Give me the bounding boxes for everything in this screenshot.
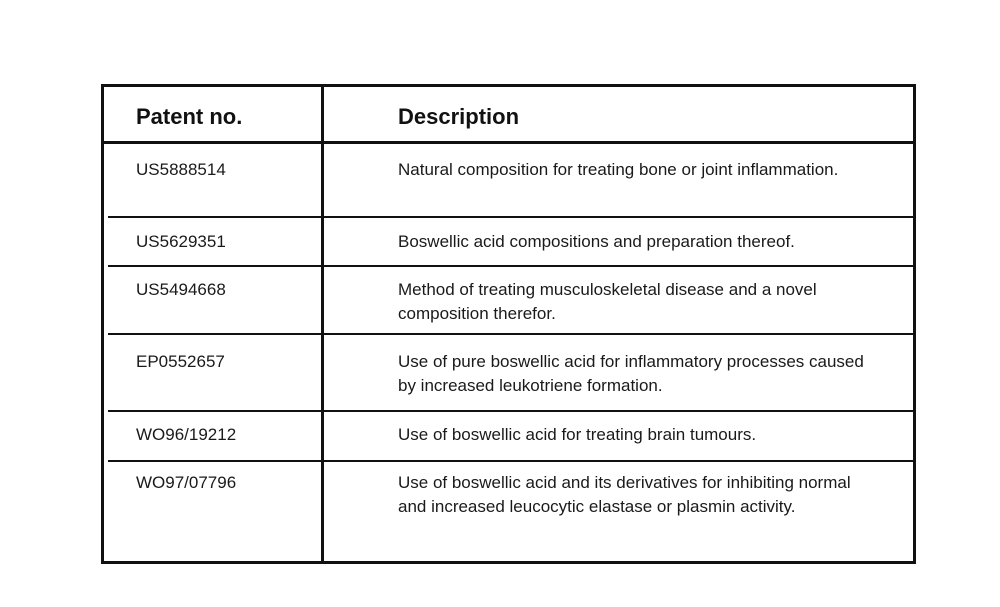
row-separator — [108, 460, 913, 462]
header-separator — [104, 141, 913, 144]
header-patent-no: Patent no. — [136, 104, 243, 129]
patent-number-cell: WO96/19212 — [136, 425, 237, 444]
patent-number-cell: WO97/07796 — [136, 473, 237, 492]
description-cell: Use of pure boswellic acid for inflammatory processes caused by increased leukotriene formation. — [398, 352, 864, 395]
patent-number-cell: EP0552657 — [136, 352, 225, 371]
row-separator — [108, 333, 913, 335]
patent-table — [101, 84, 916, 564]
row-separator — [108, 265, 913, 267]
patent-number-cell: US5888514 — [136, 160, 226, 179]
patent-number-cell: US5629351 — [136, 232, 226, 251]
column-divider — [321, 87, 324, 561]
description-cell: Boswellic acid compositions and preparation thereof. — [398, 232, 795, 251]
patent-number-cell: US5494668 — [136, 280, 226, 299]
description-cell: Natural composition for treating bone or joint inflammation. — [398, 160, 839, 179]
row-separator — [108, 410, 913, 412]
description-cell: Method of treating musculoskeletal disease and a novel composition therefor. — [398, 280, 817, 323]
description-cell: Use of boswellic acid and its derivatives for inhibiting normal and increased leucocytic elastase or plasmin activity. — [398, 473, 851, 516]
description-cell: Use of boswellic acid for treating brain tumours. — [398, 425, 757, 444]
row-separator — [108, 216, 913, 218]
header-description: Description — [398, 104, 520, 129]
